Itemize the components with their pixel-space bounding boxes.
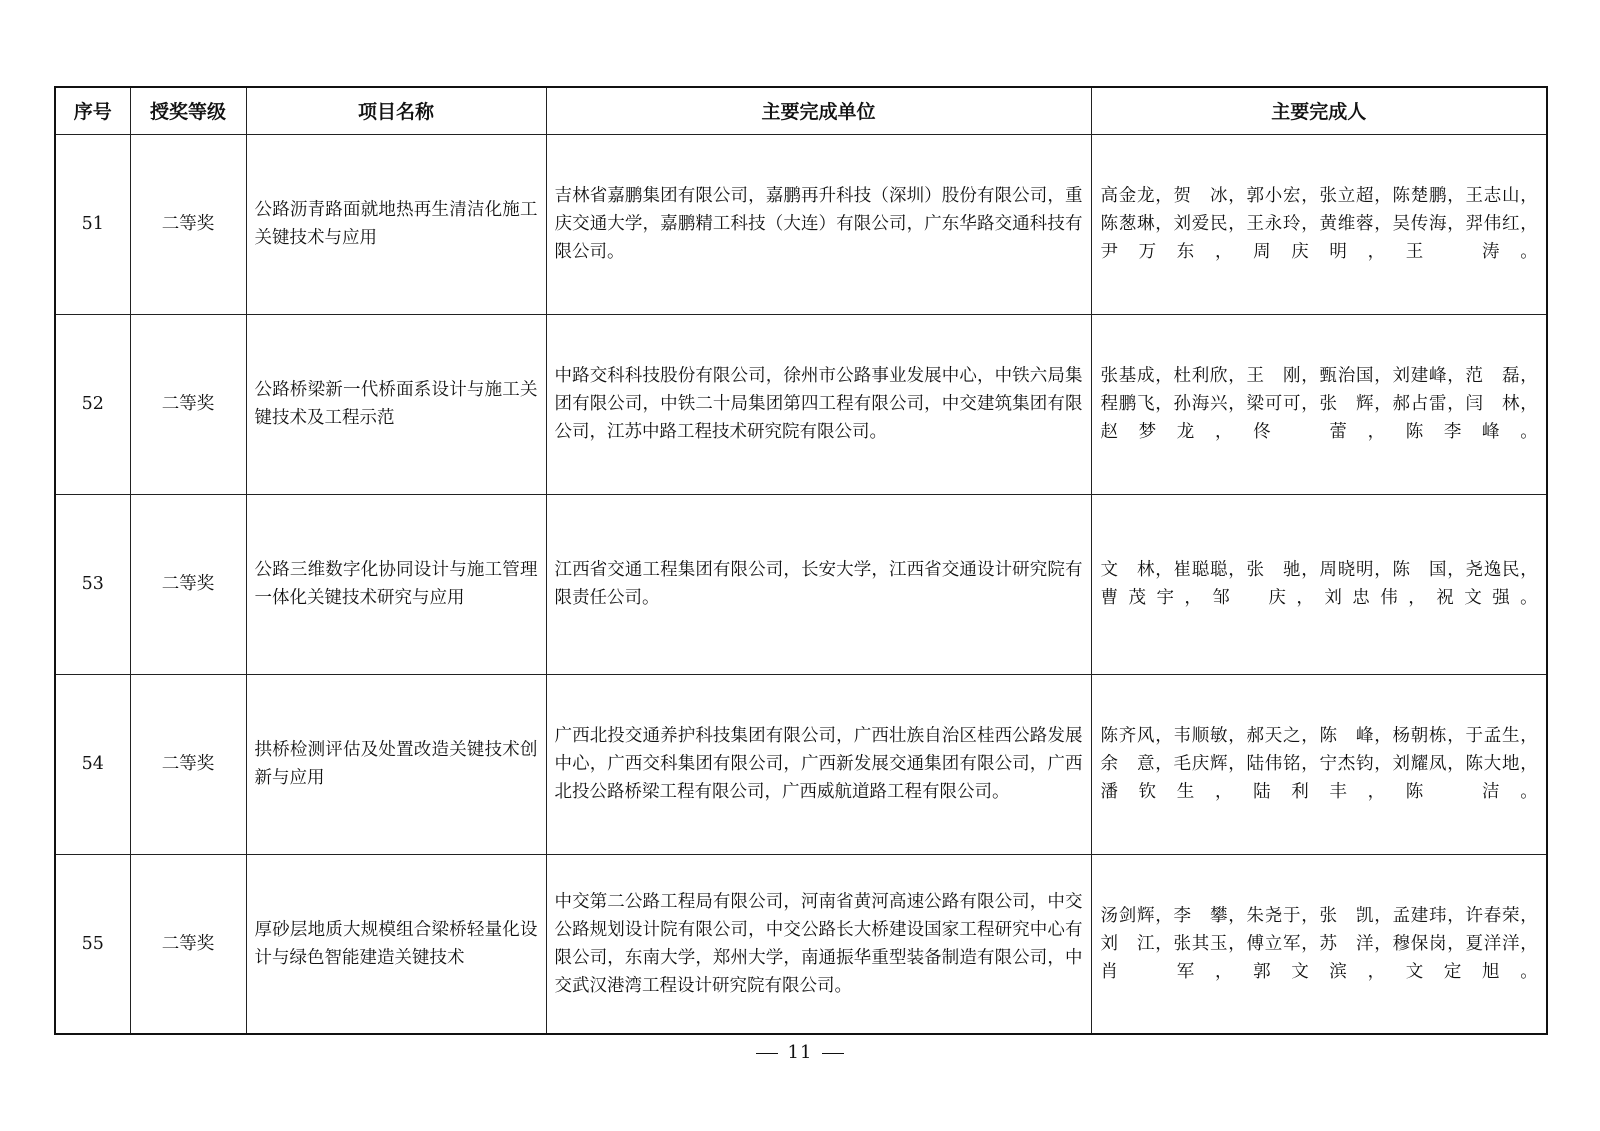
page-number-right-dash — [822, 1053, 844, 1054]
row-main-people: 陈齐风，韦顺敏，郝天之，陈 峰，杨朝栋，于孟生，余 意，毛庆辉，陆伟铭，宁杰钧，刘耀凤，陈大地，潘钦生，陆利丰，陈 洁。 — [1091, 674, 1547, 854]
row-main-people: 文 林，崔聪聪，张 驰，周晓明，陈 国，尧逸民，曹茂宇，邹 庆，刘忠伟，祝文强。 — [1091, 494, 1547, 674]
table-row — [55, 674, 1547, 854]
row-award-level: 二等奖 — [130, 134, 246, 314]
row-main-units: 江西省交通工程集团有限公司，长安大学，江西省交通设计研究院有限责任公司。 — [546, 494, 1091, 674]
row-main-people: 汤剑辉，李 攀，朱尧于，张 凯，孟建玮，许春荣，刘 江，张其玉，傅立军，苏 洋，穆保岗，夏洋洋，肖 军，郭文滨，文定旭。 — [1091, 854, 1547, 1034]
header-project-name: 项目名称 — [246, 87, 546, 134]
row-project-name: 厚砂层地质大规模组合梁桥轻量化设计与绿色智能建造关键技术 — [246, 854, 546, 1034]
row-serial-number: 52 — [55, 314, 130, 494]
table-row — [55, 854, 1547, 1034]
header-main-people: 主要完成人 — [1091, 87, 1547, 134]
row-main-people: 张基成，杜利欣，王 刚，甄治国，刘建峰，范 磊，程鹏飞，孙海兴，梁可可，张 辉，郝占雷，闫 林，赵梦龙，佟 蕾，陈李峰。 — [1091, 314, 1547, 494]
row-project-name: 公路桥梁新一代桥面系设计与施工关键技术及工程示范 — [246, 314, 546, 494]
header-award-level: 授奖等级 — [130, 87, 246, 134]
row-main-units: 吉林省嘉鹏集团有限公司，嘉鹏再升科技（深圳）股份有限公司，重庆交通大学，嘉鹏精工科技（大连）有限公司，广东华路交通科技有限公司。 — [546, 134, 1091, 314]
row-serial-number: 51 — [55, 134, 130, 314]
row-serial-number: 55 — [55, 854, 130, 1034]
row-main-units: 中交第二公路工程局有限公司，河南省黄河高速公路有限公司，中交公路规划设计院有限公司，中交公路长大桥建设国家工程研究中心有限公司，东南大学，郑州大学，南通振华重型装备制造有限公司，中交武汉港湾工程设计研究院有限公司。 — [546, 854, 1091, 1034]
row-main-units: 中路交科科技股份有限公司，徐州市公路事业发展中心，中铁六局集团有限公司，中铁二十局集团第四工程有限公司，中交建筑集团有限公司，江苏中路工程技术研究院有限公司。 — [546, 314, 1091, 494]
row-award-level: 二等奖 — [130, 674, 246, 854]
table-header-row — [55, 87, 1547, 134]
row-award-level: 二等奖 — [130, 494, 246, 674]
row-award-level: 二等奖 — [130, 854, 246, 1034]
page-number: 11 — [787, 1042, 813, 1063]
row-award-level: 二等奖 — [130, 314, 246, 494]
table-row — [55, 314, 1547, 494]
row-main-units: 广西北投交通养护科技集团有限公司，广西壮族自治区桂西公路发展中心，广西交科集团有限公司，广西新发展交通集团有限公司，广西北投公路桥梁工程有限公司，广西威航道路工程有限公司。 — [546, 674, 1091, 854]
row-project-name: 拱桥检测评估及处置改造关键技术创新与应用 — [246, 674, 546, 854]
header-main-units: 主要完成单位 — [546, 87, 1091, 134]
page-footer — [0, 1042, 1600, 1063]
page-number-left-dash — [756, 1053, 778, 1054]
header-serial-number: 序号 — [55, 87, 130, 134]
award-table — [54, 86, 1548, 1035]
row-project-name: 公路沥青路面就地热再生清洁化施工关键技术与应用 — [246, 134, 546, 314]
table-row — [55, 494, 1547, 674]
row-serial-number: 53 — [55, 494, 130, 674]
row-main-people: 高金龙，贺 冰，郭小宏，张立超，陈楚鹏，王志山，陈葱琳，刘爱民，王永玲，黄维蓉，吴传海，羿伟红，尹万东，周庆明，王 涛。 — [1091, 134, 1547, 314]
table-row — [55, 134, 1547, 314]
row-project-name: 公路三维数字化协同设计与施工管理一体化关键技术研究与应用 — [246, 494, 546, 674]
row-serial-number: 54 — [55, 674, 130, 854]
